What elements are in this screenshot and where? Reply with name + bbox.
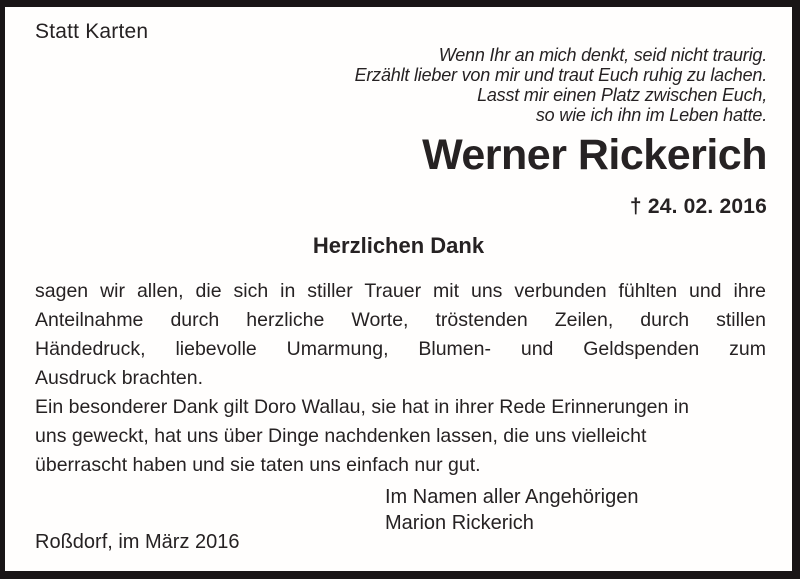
thanks-heading: Herzlichen Dank — [312, 233, 485, 258]
text-line: Anteilnahme durch herzliche Worte, tröstenden Zeilen, durch stillen — [35, 309, 766, 331]
text-line: Ein besonderer Dank gilt Doro Wallau, sie hat in ihrer Rede Erinnerungen in — [35, 396, 689, 418]
header-statt-karten: Statt Karten — [35, 20, 149, 43]
text-line: Erzählt lieber von mir und traut Euch ruhig zu lachen. — [354, 65, 767, 85]
death-date: † 24. 02. 2016 — [629, 195, 767, 218]
text-line: Händedruck, liebevolle Umarmung, Blumen- und Geldspenden zum — [35, 338, 766, 360]
signature-family: Im Namen aller Angehörigen — [385, 486, 639, 508]
special-thanks-paragraph — [35, 393, 766, 480]
text-line: uns geweckt, hat uns über Dinge nachdenken lassen, die uns vielleicht — [35, 425, 647, 447]
text-line: Wenn Ihr an mich denkt, seid nicht traurig. — [438, 45, 767, 65]
deceased-name: Werner Rickerich — [422, 131, 767, 179]
signature-name: Marion Rickerich — [385, 512, 534, 534]
text-line: überrascht haben und sie taten uns einfach nur gut. — [35, 454, 481, 476]
text-line: Ausdruck brachten. — [35, 367, 204, 389]
thanks-paragraph — [35, 277, 766, 393]
text-line: Lasst mir einen Platz zwischen Euch, — [477, 85, 767, 105]
place-and-date: Roßdorf, im März 2016 — [35, 531, 240, 553]
text-line: so wie ich ihn im Leben hatte. — [535, 105, 767, 125]
text-line: sagen wir allen, die sich in stiller Trauer mit uns verbunden fühlten und ihre — [35, 280, 766, 302]
memorial-poem — [355, 45, 767, 125]
signature-block — [385, 484, 638, 536]
